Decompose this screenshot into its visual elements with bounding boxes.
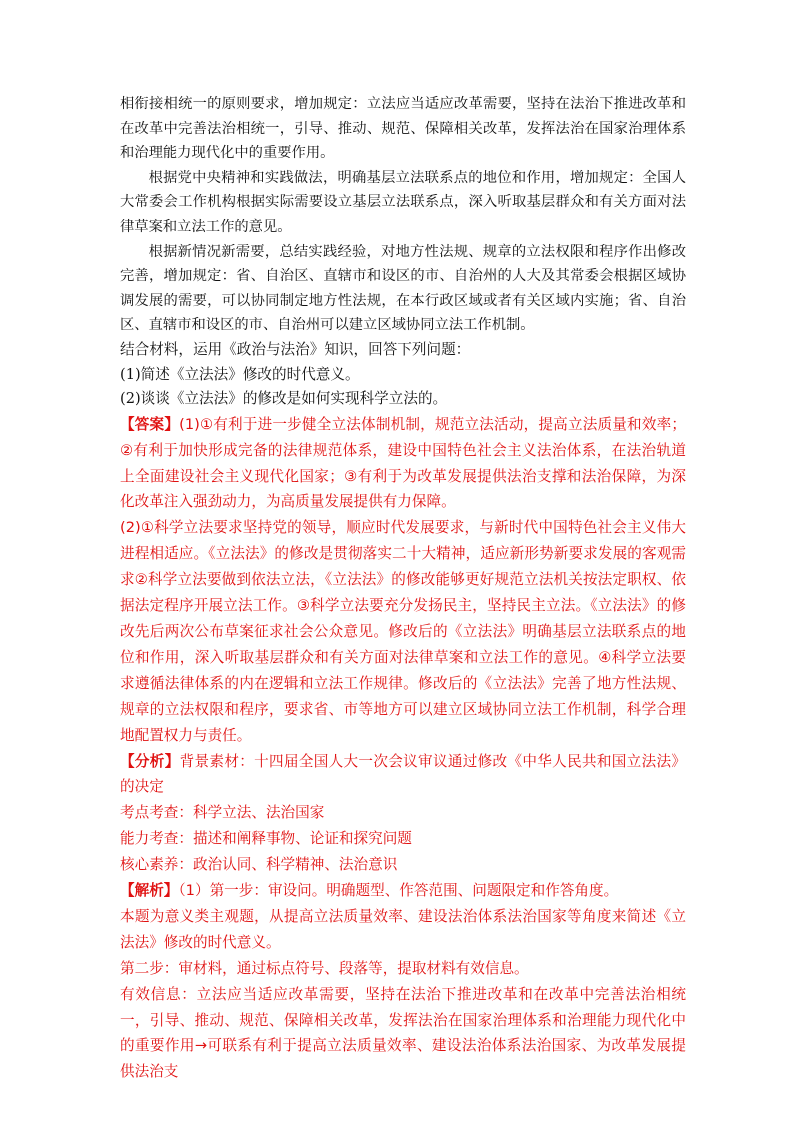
- explanation-paragraph-2: 有效信息：立法应当适应改革需要，坚持在法治下推进改革和在改革中完善法治相统一，引导、推动、规范、保障相关改革，发挥法治在国家治理体系和治理能力现代化中的重要作用→可联系有利于提高立法质量效率、建设法治体系法治国家、为改革发展提供法治支: [120, 985, 686, 1081]
- answer-2: (2)①科学立法要求坚持党的领导，顺应时代发展要求，与新时代中国特色社会主义伟大进程相适应。《立法法》的修改是贯彻落实二十大精神，适应新形势新要求发展的客观需求②科学立法要做到依法立法，《立法法》的修改能够更好规范立法机关按法定职权、依据法定程序开展立法工作。③科学立法要充分发扬民主，坚持民主立法。《立法法》的修改先后两次公布草案征求社会公众意见。修改后的《立法法》明确基层立法联系点的地位和作用，深入听取基层群众和有关方面对法律草案和立法工作的意见。④科学立法要求遵循法律体系的内在逻辑和立法工作规律。修改后的《立法法》完善了地方性法规、规章的立法权限和程序，要求省、市等地方可以建立区域协同立法工作机制，科学合理地配置权力与责任。: [120, 519, 686, 744]
- question-1: (1)简述《立法法》修改的时代意义。: [120, 365, 360, 383]
- analysis-suyang: 核心素养：政治认同、科学精神、法治意识: [120, 856, 398, 874]
- explanation-tag: 【解析】: [120, 882, 179, 900]
- question-section: [120, 338, 686, 412]
- answer-tag: 【答案】: [120, 415, 180, 433]
- analysis-nengli: 能力考查：描述和阐释事物、论证和探究问题: [120, 830, 412, 848]
- question-intro: 结合材料，运用《政治与法治》知识，回答下列问题：: [120, 340, 471, 358]
- answer-1: [120, 412, 686, 516]
- explanation-step-1: [120, 878, 686, 904]
- analysis-background: [120, 749, 686, 801]
- material-paragraph-3: 根据新情况新需要，总结实践经验，对地方性法规、规章的立法权限和程序作出修改完善，增加规定：省、自治区、直辖市和设区的市、自治州的人大及其常委会根据区域协调发展的需要，可以协同制定地方性法规，在本行政区域或者有关区域内实施；省、自治区、直辖市和设区的市、自治州可以建立区域协同立法工作机制。: [120, 243, 686, 334]
- explanation-section: [120, 878, 686, 1085]
- analysis-background-text: 背景素材：十四届全国人大一次会议审议通过修改《中华人民共和国立法法》的决定: [120, 752, 686, 796]
- explanation-paragraph-1: 本题为意义类主观题，从提高立法质量效率、建设法治体系法治国家等角度来简述《立法法》修改的时代意义。: [120, 907, 686, 951]
- explanation-step-1-text: （1）第一步：审设问。明确题型、作答范围、问题限定和作答角度。: [178, 882, 619, 900]
- explanation-step-2: 第二步：审材料，通过标点符号、段落等，提取材料有效信息。: [120, 959, 529, 977]
- analysis-section: [120, 749, 686, 879]
- answer-1-text: (1)①有利于进一步健全立法体制机制，规范立法活动，提高立法质量和效率；②有利于加快形成完备的法律规范体系，建设中国特色社会主义法治体系，在法治轨道上全面建设社会主义现代化国家；③有利于为改革发展提供法治支撑和法治保障，为深化改革注入强劲动力，为高质量发展提供有力保障。: [120, 415, 686, 511]
- analysis-tag: 【分析】: [120, 752, 180, 770]
- question-2: (2)谈谈《立法法》的修改是如何实现科学立法的。: [120, 390, 448, 408]
- document-page: [120, 92, 686, 1085]
- analysis-kaodian: 考点考查：科学立法、法治国家: [120, 804, 325, 822]
- answer-section: [120, 412, 686, 749]
- material-paragraph-2: 根据党中央精神和实践做法，明确基层立法联系点的地位和作用，增加规定：全国人大常委会工作机构根据实际需要设立基层立法联系点，深入听取基层群众和有关方面对法律草案和立法工作的意见。: [120, 169, 686, 235]
- material-paragraph-1: 相衔接相统一的原则要求，增加规定：立法应当适应改革需要，坚持在法治下推进改革和在改革中完善法治相统一，引导、推动、规范、保障相关改革，发挥法治在国家治理体系和治理能力现代化中的重要作用。: [120, 96, 686, 162]
- material-section: [120, 92, 686, 338]
